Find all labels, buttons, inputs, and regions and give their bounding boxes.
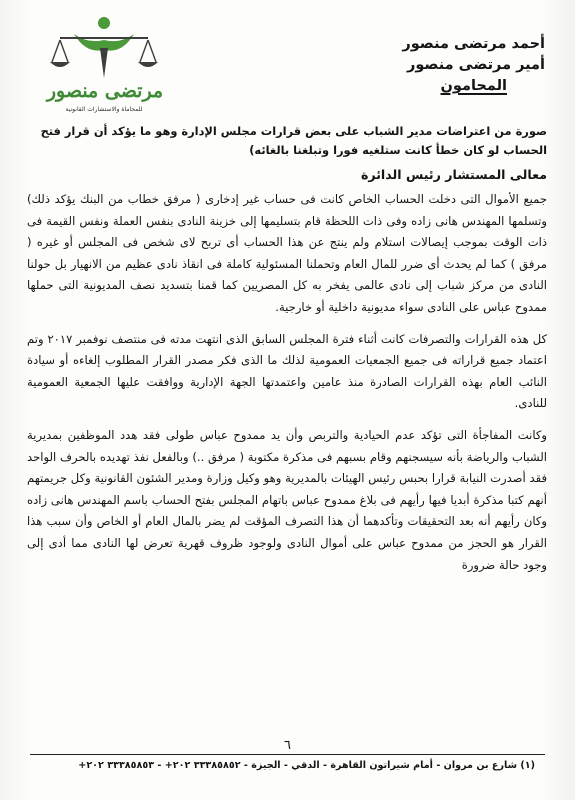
lawyer-name-2: أمير مرتضى منصور [406,57,545,73]
lawyer-name-1: أحمد مرتضى منصور [402,36,545,52]
letterhead-names [325,34,545,97]
firm-logo [38,10,168,120]
letter-body [27,189,547,576]
body-paragraph-1: جميع الأموال التى دخلت الحساب الخاص كانت فى حساب غير إدخارى ( مرفق خطاب من البنك يؤكد ذلك) وتسلمها المهندس هانى زاده وفى ذات اللحظة قام بتسليمها إلى خزينة النادى بنفس العملة ونفس القيمة فى ذات الوقت بموجب إيصالات استلام ولم ينتج عن هذا الحساب أى تربح لاى شخص فى المجلس أو غيره ( مرفق ) كما لم يحدث أى ضرر للمال العام وتحملنا المسئولية كاملة فى انقاذ نادى عظيم من الانهيار بل حولنا النادى من مركز شباب إلى نادى عالمى يفخر به كل المصريين كما قمنا بتسديد نصف المديونية التى حملها ممدوح عباس على النادى سواء مديونية داخلية أو خارجية. [27,192,547,314]
letterhead-title: المحامون [440,78,507,94]
body-paragraph-3: وكانت المفاجأة التى تؤكد عدم الحيادية والتربص وأن يد ممدوح عباس طولى فقد هدد الموظفين بمديرية الشباب والرياضة بأنه سيسجنهم وقام بسبهم فى مذكرة مكتوبة ( مرفق ..) وبالفعل نفذ تهديده بالحرف الواحد فقد أصدرت النيابة قرارا بحبس رئيس الهيئات بالمديرية وهو وكيل وزارة ومدير الشئون القانونية وكل جريمتهم أنهم كتبا مذكرة أبديا فيها رأيهم فى بلاغ ممدوح عباس باتهام المجلس بفتح الحساب باسم المهندس هانى زاده وكان رأيهم أنه بعد التحقيقات وتأكدهما أن هذا التصرف المؤقت لم يضر بالمال العام أو الخاص وأن سبب هذا القرار هو الحجز من ممدوح عباس على أموال النادى ولوجود ظروف قهرية تعرض لها النادى مما أدى إلى وجود حالة ضرورة [27,427,547,572]
footer-address: (١) شارع بن مروان - أمام شيراتون القاهرة - الدقي - الجيزة - ٣٣٣٨٥٨٥٢ ٢٠٢+ - ٣٣٣٨٥٨٥٣ ٢٠٢+ [78,760,535,771]
logo-subtitle: للمحاماة والاستشارات القانونية [65,106,143,113]
page-number: ٦ [284,738,291,753]
scales-of-justice-icon [38,10,168,82]
letter-subject: صورة من اعتراضات مدير الشباب على بعض قرارات مجلس الإدارة وهو ما يؤكد أن قرار فتح الحساب لو كان خطأ كانت ستلغيه فورا وتبلغنا بالغائه) [40,124,547,157]
footer-divider [30,754,545,755]
letter-addressee: معالى المستشار رئيس الدائرة [360,167,547,182]
logo-wordmark: مرتضى منصور [46,80,164,102]
body-paragraph-2: كل هذه القرارات والتصرفات كانت أثناء فترة المجلس السابق الذى انتهت مدته فى منتصف نوفمبر ٢٠١٧ وتم اعتماد جميع قراراته فى جميع الجمعيات العمومية لذلك ما الذى فكر مصدر القرار المطلوب إلغاءه أو سيادة النائب العام بهذه القرارات الصادرة منذ عامين واعتمدتها الجهة الإدارية ووافقت عليها الجمعية العمومية للنادى. [27,331,547,411]
